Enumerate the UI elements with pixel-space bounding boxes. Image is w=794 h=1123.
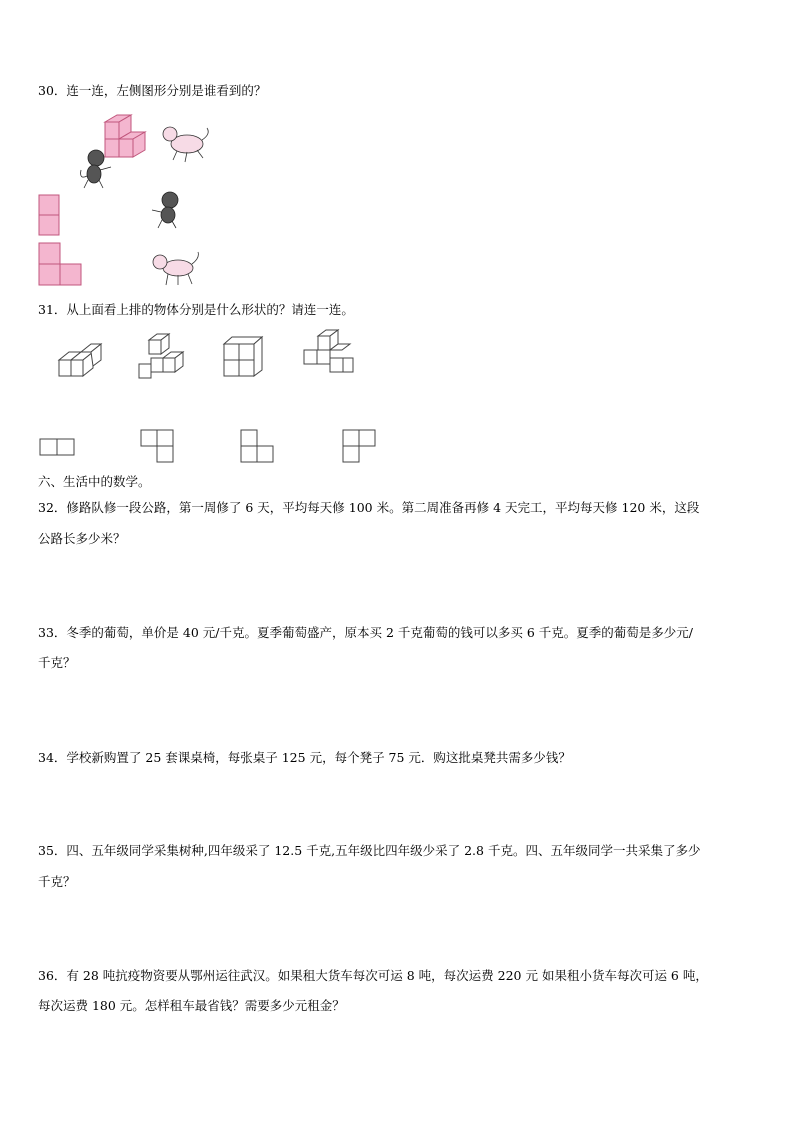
q31-object-4 [300,328,356,380]
dog-icon [163,127,208,162]
q30-view-column [37,193,63,237]
pink-cube-stack [105,115,145,157]
q31-text: 31．从上面看上排的物体分别是什么形状的？请连一连。 [38,302,354,317]
q30-text: 30．连一连，左侧图形分别是谁看到的？ [38,83,267,98]
q31-object-3 [220,334,270,380]
q32-line-1: 32．修路队修一段公路，第一周修了 6 天，平均每天修 100 米。第二周准备再修 4 天完工，平均每天修 120 米，这段 [38,500,700,515]
q35-line-2: 千克？ [38,874,76,889]
q31-object-2 [135,332,187,382]
q32-line-2: 公路长多少米？ [38,531,126,546]
q31-object-1 [55,338,105,380]
q30-scene [75,110,215,192]
q34-text: 34．学校新购置了 25 套课桌椅，每张桌子 125 元，每个凳子 75 元．购这批桌凳共需多少钱？ [38,750,571,765]
q31-top-view-3 [238,428,278,466]
q36-line-1: 36．有 28 吨抗疫物资要从鄂州运往武汉。如果租大货车每次可运 8 吨，每次运费 220 元 如果租小货车每次可运 6 吨， [38,968,708,983]
q35-line-1: 35．四、五年级同学采集树种,四年级采了 12.5 千克,五年级比四年级少采了 2.8 千克。四、五年级同学一共采集了多少 [38,843,701,858]
q33-line-2: 千克？ [38,655,76,670]
q31-top-view-1 [38,436,78,458]
section-title: 六、生活中的数学。 [38,474,151,489]
q36-line-2: 每次运费 180 元。怎样租车最省钱？需要多少元租金？ [38,998,345,1013]
monkey-icon [150,190,184,230]
q33-line-1: 33．冬季的葡萄，单价是 40 元/千克。夏季葡萄盛产，原本买 2 千克葡萄的钱可以多买 6 千克。夏季的葡萄是多少元/ [38,625,693,640]
q31-top-view-4 [340,428,380,466]
dog-icon [148,248,204,288]
q30-view-l-shape [37,241,85,287]
q31-top-view-2 [138,428,178,466]
